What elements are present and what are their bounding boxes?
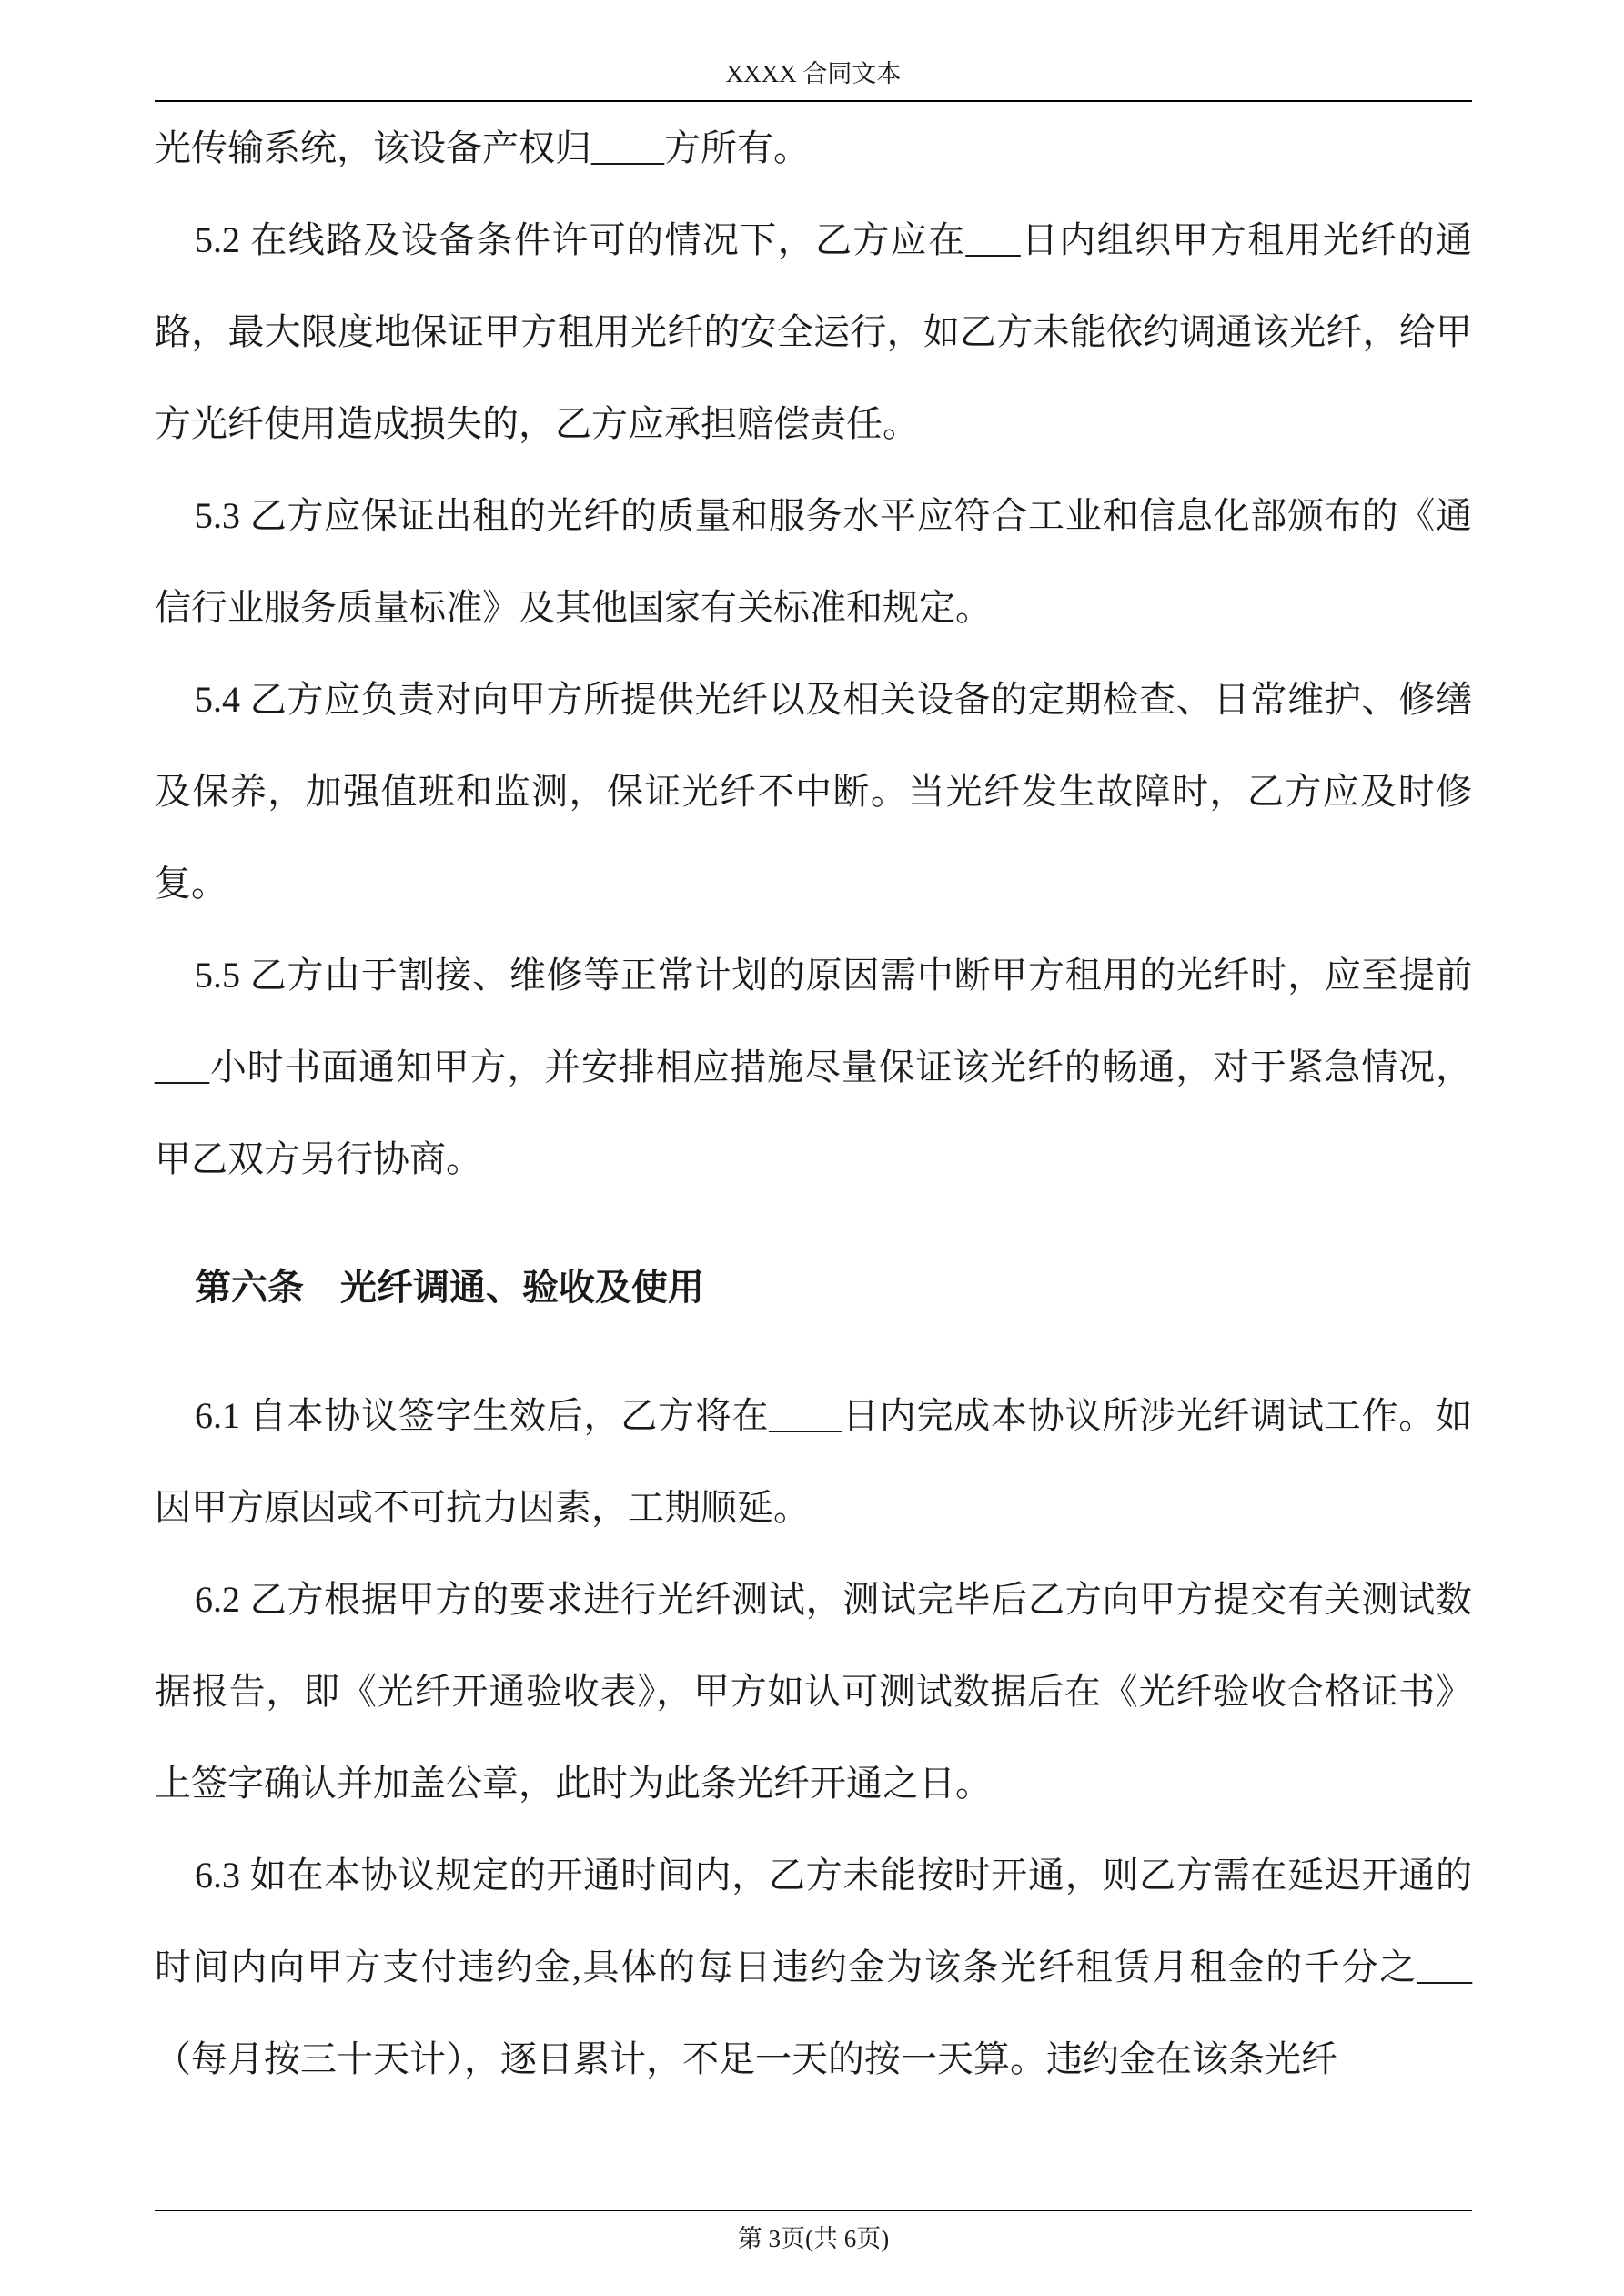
clause-5-5: 5.5 乙方由于割接、维修等正常计划的原因需中断甲方租用的光纤时，应至提前___小时书面通知甲方，并安排相应措施尽量保证该光纤的畅通，对于紧急情况，甲乙双方另行协商。 (155, 955, 1472, 1179)
clause-6-3: 6.3 如在本协议规定的开通时间内，乙方未能按时开通，则乙方需在延迟开通的时间内向甲方支付违约金,具体的每日违约金为该条光纤租赁月租金的千分之___（每月按三十天计），逐日累计，不足一天的按一天算。违约金在该条光纤 (155, 1855, 1472, 2079)
clause-5-4: 5.4 乙方应负责对向甲方所提供光纤以及相关设备的定期检查、日常维护、修缮及保养，加强值班和监测，保证光纤不中断。当光纤发生故障时，乙方应及时修复。 (155, 679, 1472, 904)
clause-6-2: 6.2 乙方根据甲方的要求进行光纤测试，测试完毕后乙方向甲方提交有关测试数据报告，即《光纤开通验收表》，甲方如认可测试数据后在《光纤验收合格证书》上签字确认并加盖公章，此时为此条光纤开通之日。 (155, 1579, 1472, 1804)
page-header (155, 0, 1472, 102)
clause-5-3: 5.3 乙方应保证出租的光纤的质量和服务水平应符合工业和信息化部颁布的《通信行业服务质量标准》及其他国家有关标准和规定。 (155, 495, 1472, 628)
clause-5-2: 5.2 在线路及设备条件许可的情况下，乙方应在___日内组织甲方租用光纤的通路，最大限度地保证甲方租用光纤的安全运行，如乙方未能依约调通该光纤，给甲方光纤使用造成损失的，乙方应承担赔偿责任。 (155, 219, 1472, 444)
article-6-heading: 第六条 光纤调通、验收及使用 (195, 1267, 704, 1308)
contract-body (155, 102, 1472, 2105)
paragraph-continuation: 光传输系统，该设备产权归____方所有。 (155, 127, 810, 168)
page-footer (155, 2210, 1472, 2255)
clause-6-1: 6.1 自本协议签字生效后，乙方将在____日内完成本协议所涉光纤调试工作。如因甲方原因或不可抗力因素，工期顺延。 (155, 1395, 1472, 1528)
header-title: XXXX 合同文本 (725, 60, 902, 87)
page-number: 第 3页(共 6页) (737, 2225, 890, 2252)
